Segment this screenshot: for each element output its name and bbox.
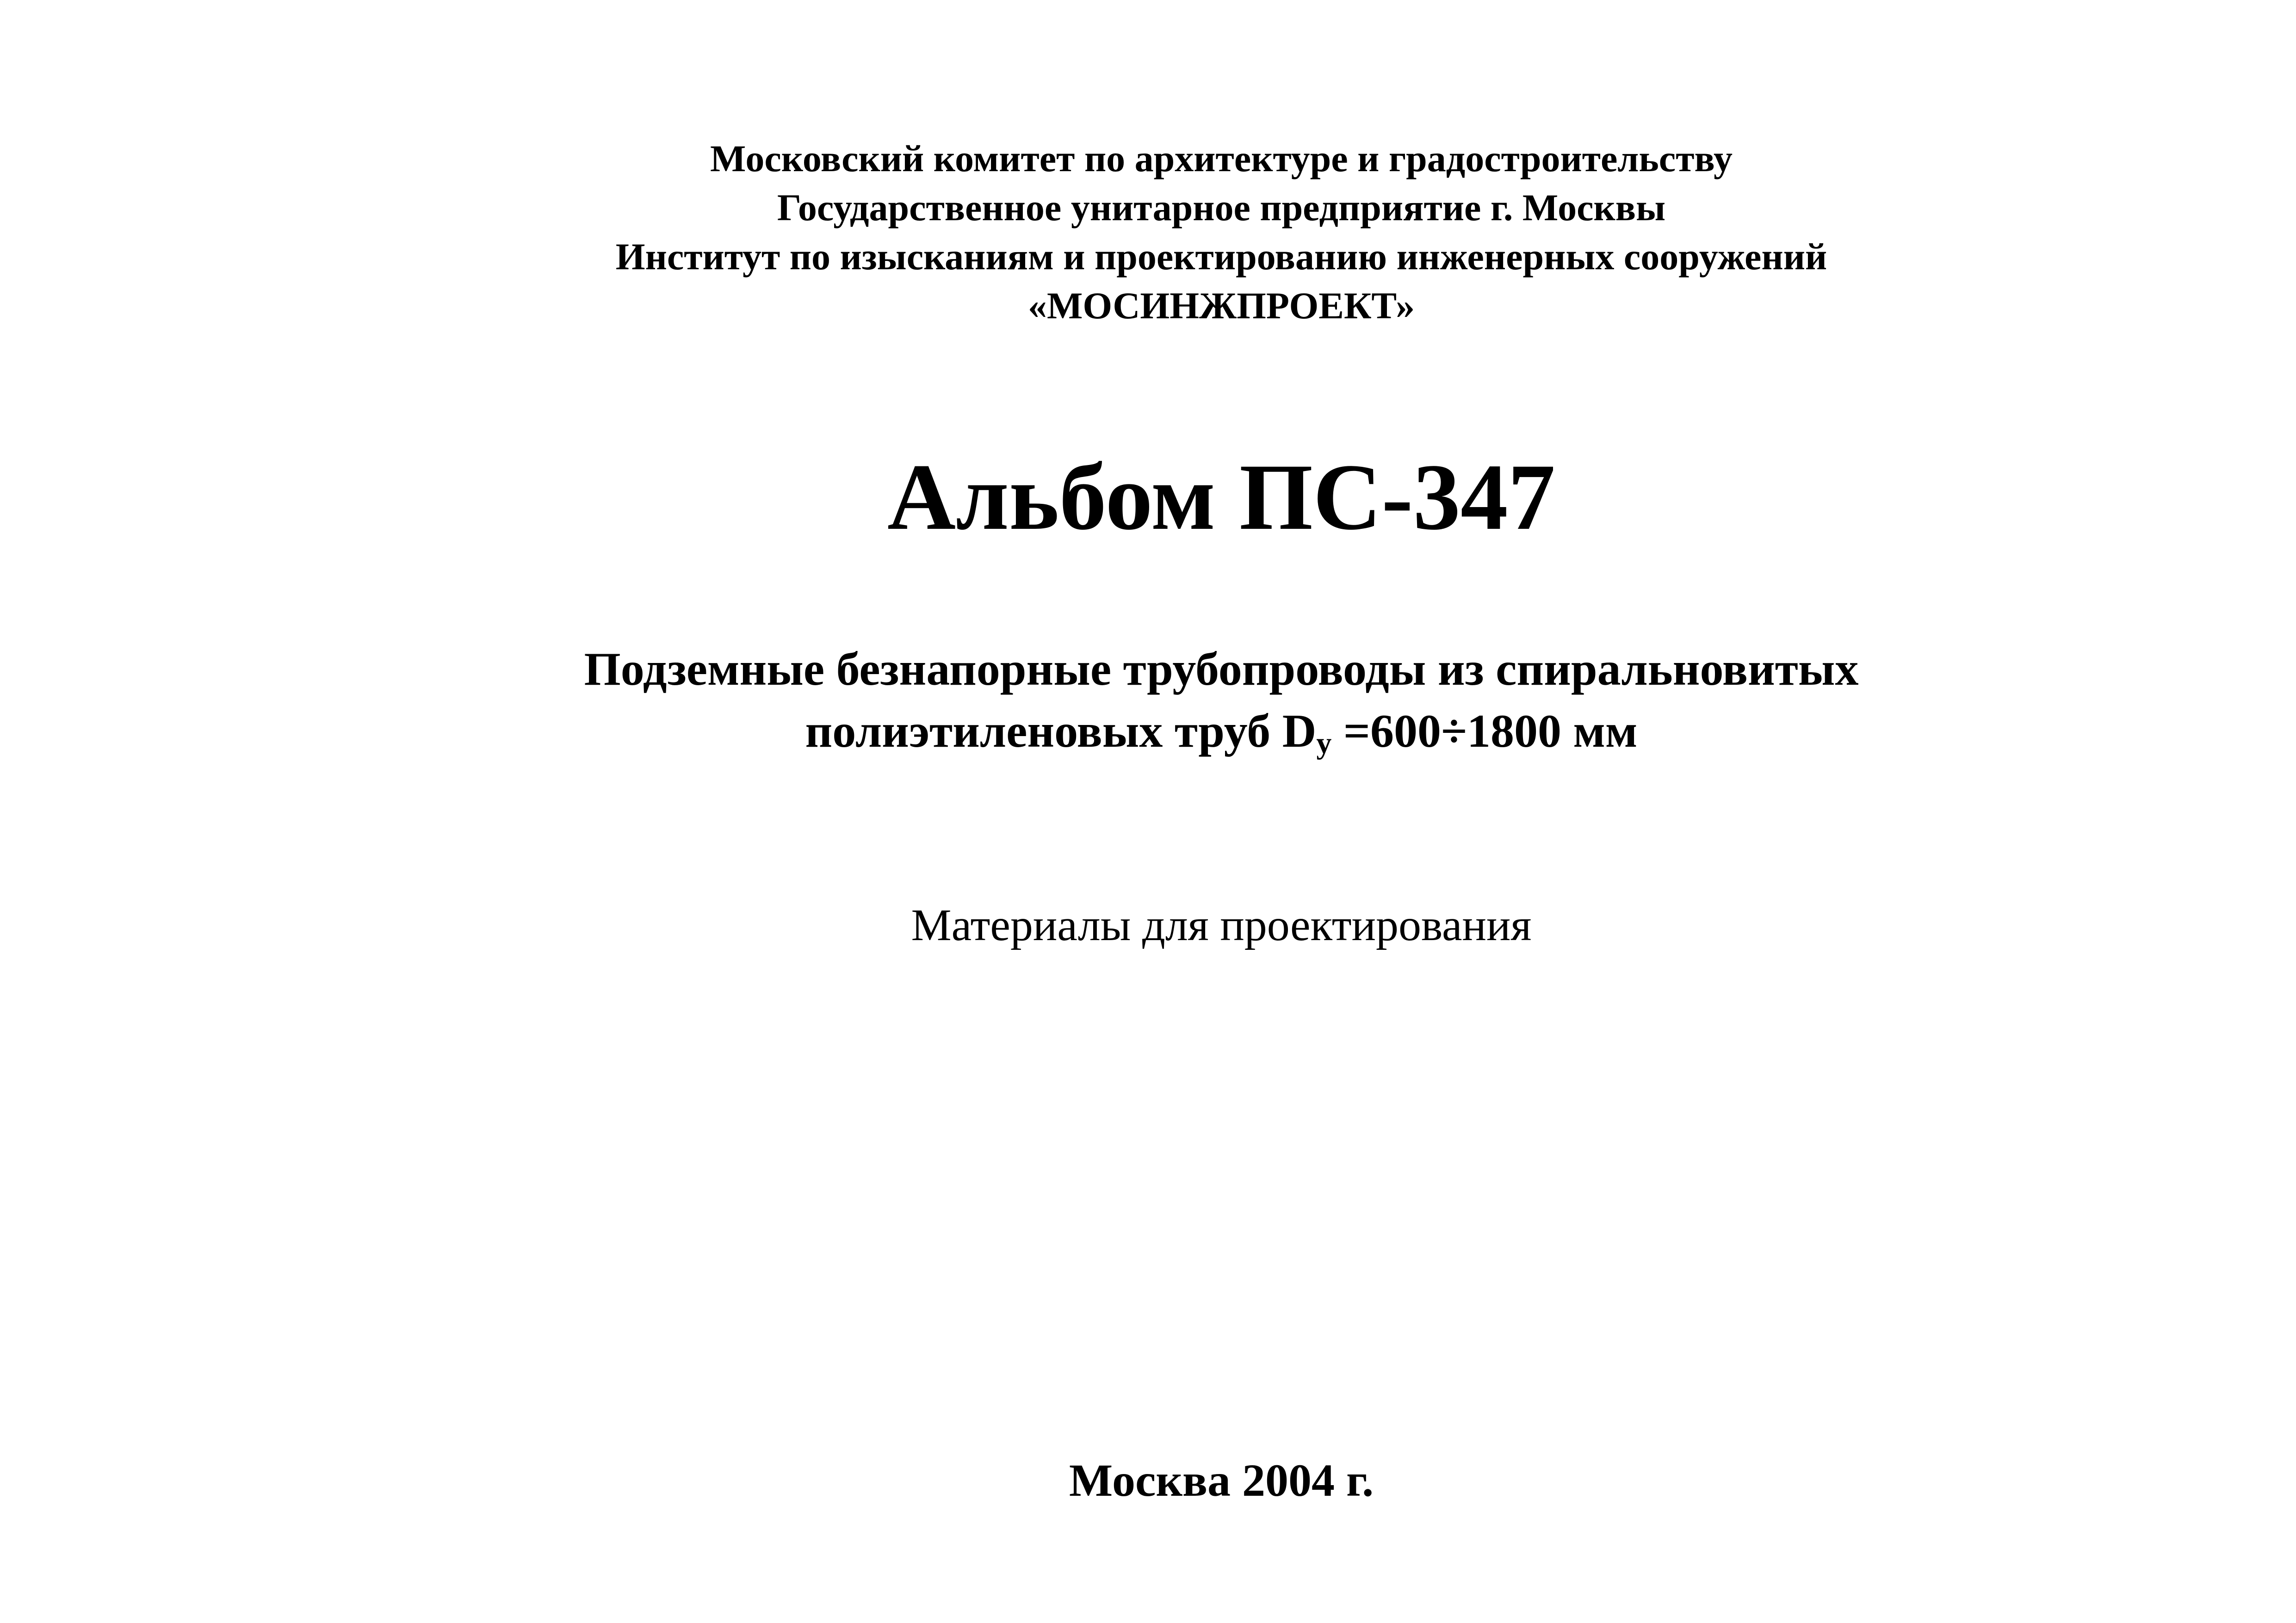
org-name-line: «МОСИНЖПРОЕКТ» (1028, 285, 1415, 327)
document-subject (250, 638, 2193, 762)
album-title: Альбом ПС-347 (887, 445, 1555, 550)
subject-line-2-subscript: у (1316, 726, 1332, 760)
city-year: Москва 2004 г. (1069, 1455, 1374, 1506)
organization-header (250, 134, 2193, 330)
subject-line-2 (250, 700, 2193, 762)
org-committee-line: Московский комитет по архитектуре и градостроительству (710, 137, 1733, 180)
subject-line-2-prefix: полиэтиленовых труб D (805, 705, 1317, 757)
materials-caption: Материалы для проектирования (911, 900, 1532, 950)
subject-line-2-suffix: =600÷1800 мм (1331, 705, 1638, 757)
org-enterprise-line: Государственное унитарное предприятие г. Москвы (777, 186, 1666, 229)
org-institute-line: Институт по изысканиям и проектированию инженерных сооружений (615, 235, 1827, 278)
subject-line-1: Подземные безнапорные трубопроводы из спиральновитых (584, 643, 1859, 695)
